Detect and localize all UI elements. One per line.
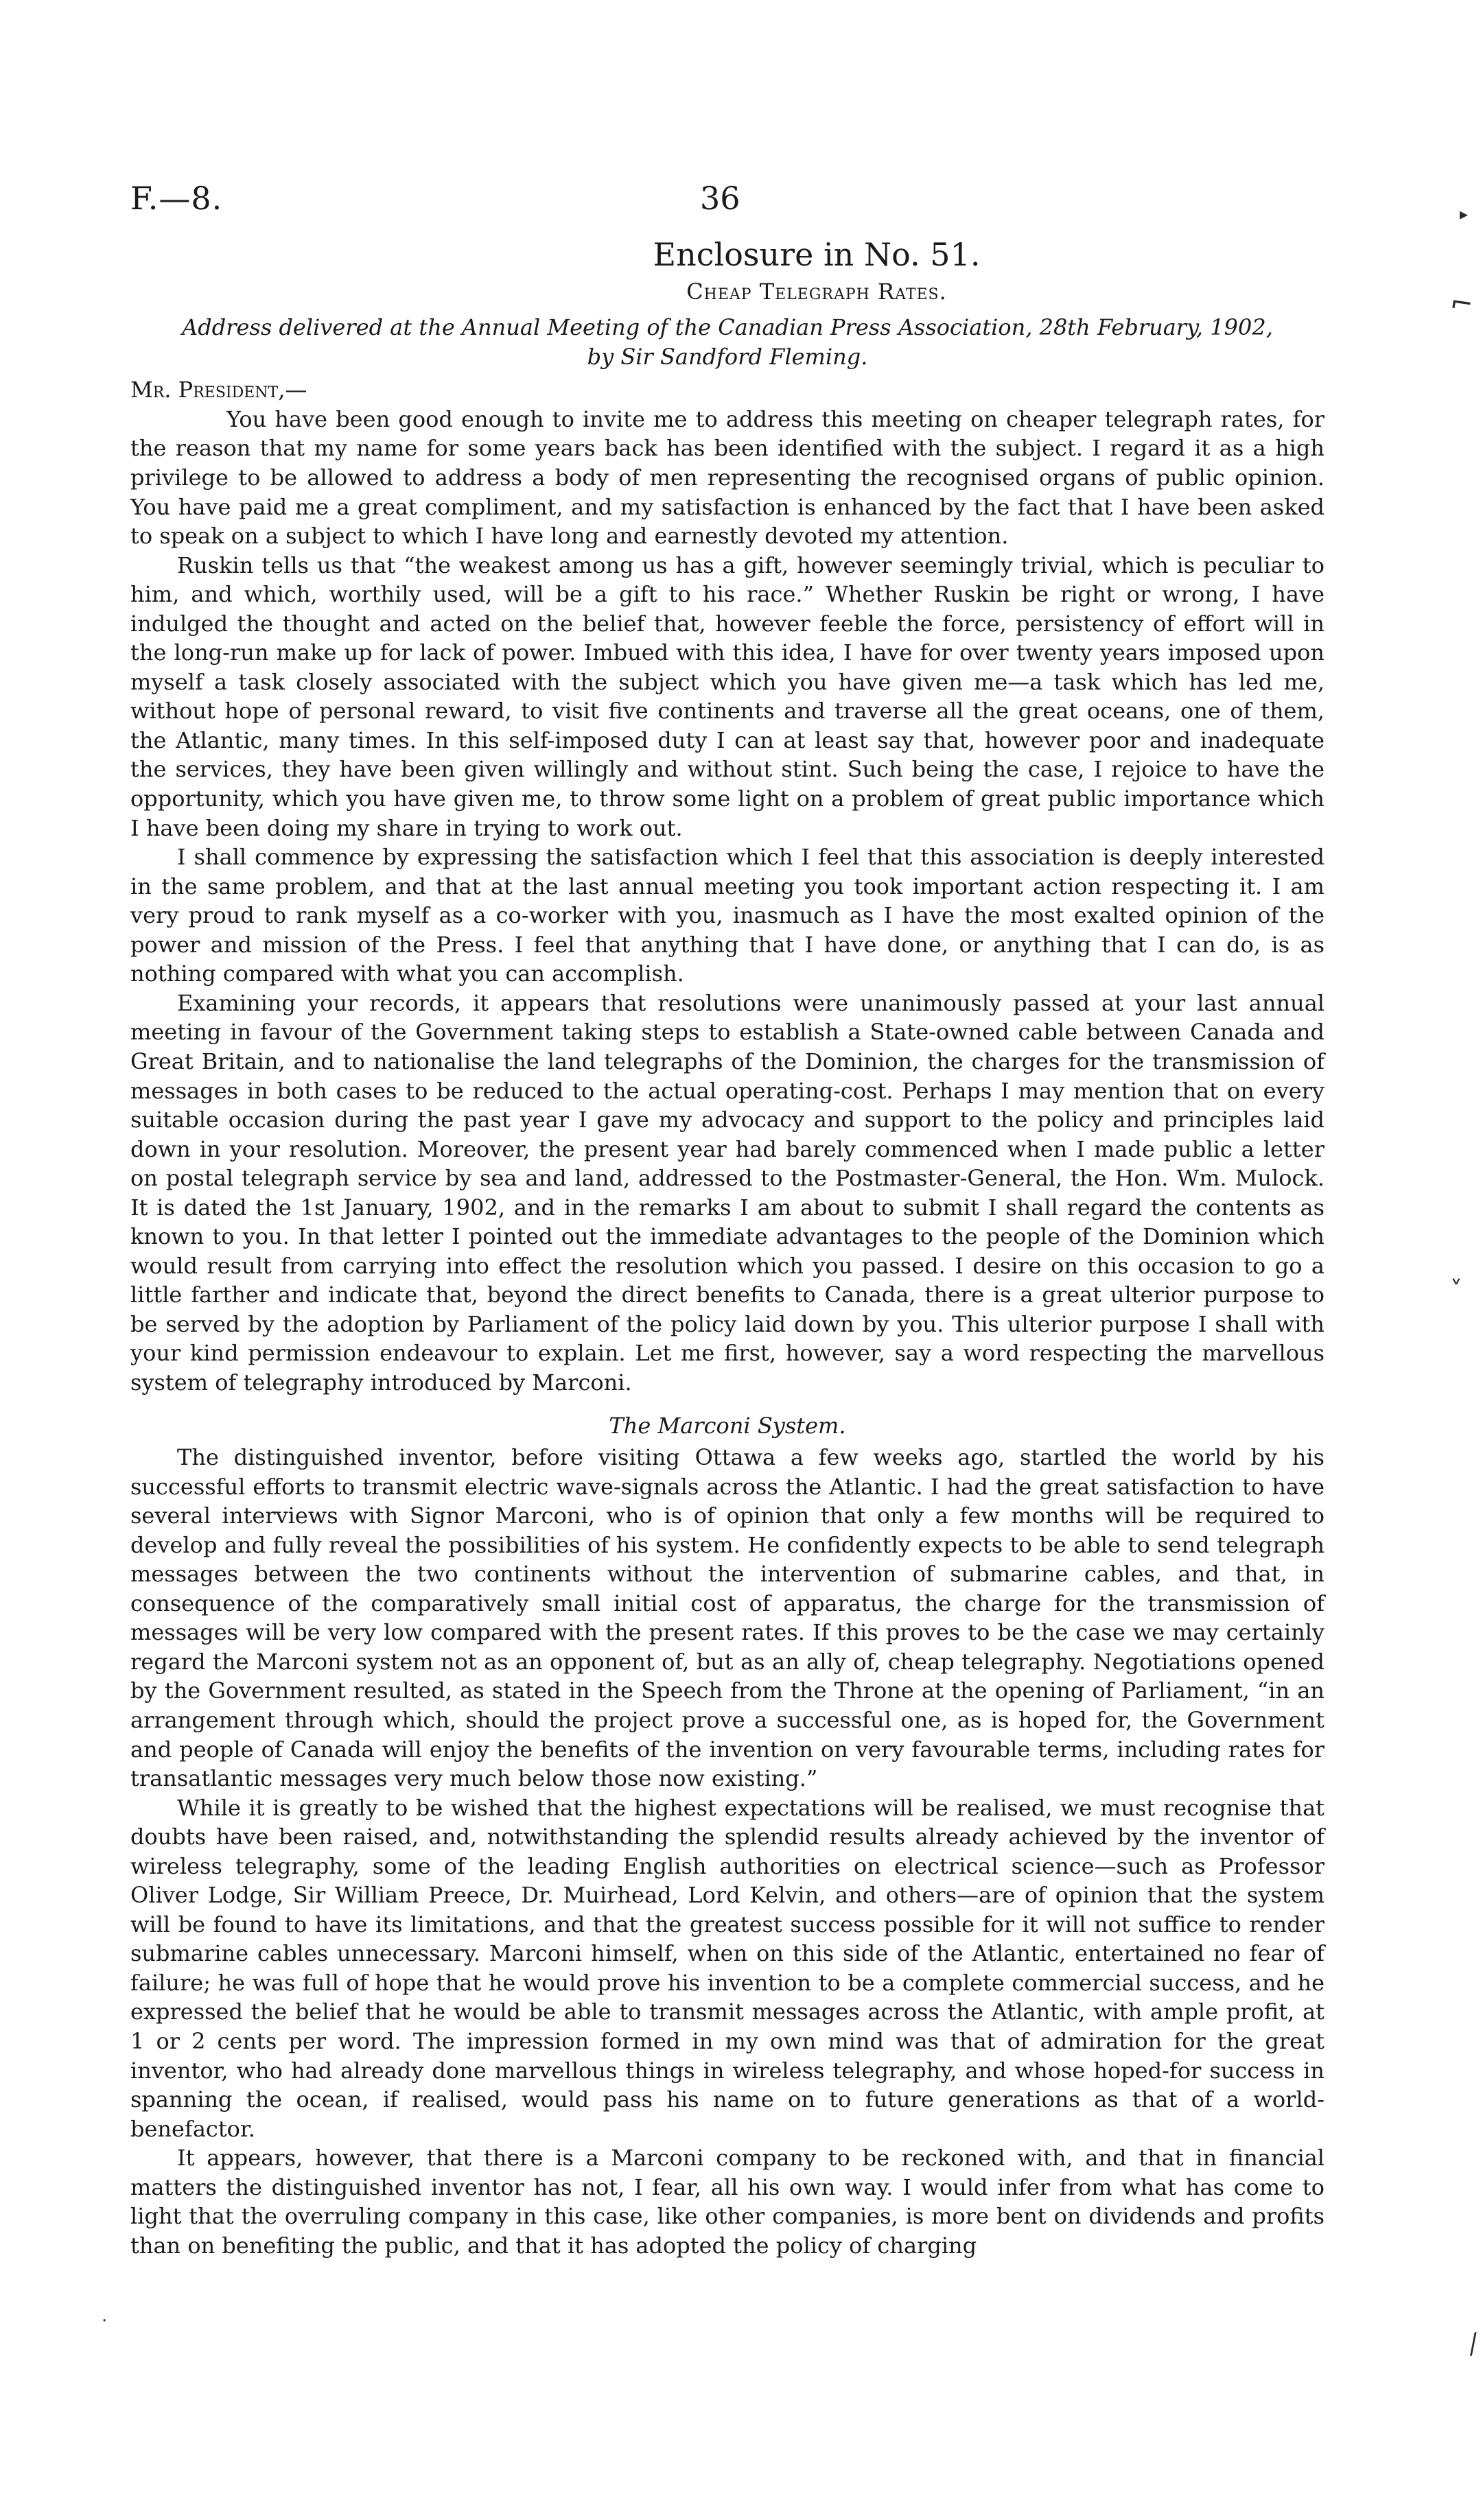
section-paragraph: The distinguished inventor, before visiting Ottawa a few weeks ago, startled the world by his successful efforts to transmit electric wave-signals across the Atlantic. I had the great satisfaction to have several interviews with Signor Marconi, who is of opinion that only a few months will be required to develop and fully reveal the possibilities of his system. He confidently expects to be able to send telegraph messages between the two continents without the intervention of submarine cables, and that, in consequence of the comparatively small initial cost of apparatus, the charge for the transmission of messages will be very low compared with the present rates. If this proves to be the case we may certainly regard the Marconi system not as an opponent of, but as an ally of, cheap telegraphy. Negotiations opened by the Government resulted, as stated in the Speech from the Throne at the opening of Parliament, “in an arrangement through which, should the project prove a successful one, as is hoped for, the Government and people of Canada will enjoy the benefits of the invention on very favourable terms, including rates for transatlantic messages very much below those now existing.” [130, 1444, 1324, 1792]
paragraph: Examining your records, it appears that resolutions were unanimously passed at your last annual meeting in favour of the Government taking steps to establish a State-owned cable between Canada and Great Britain, and to nationalise the land telegraphs of the Dominion, the charges for the transmission of messages in both cases to be reduced to the actual operating-cost. Perhaps I may mention that on every suitable occasion during the past year I gave my advocacy and support to the policy and principles laid down in your resolution. Moreover, the present year had barely commenced when I made public a letter on postal telegraph service by sea and land, addressed to the Postmaster-General, the Hon. Wm. Mulock. It is dated the 1st January, 1902, and in the remarks I am about to submit I shall regard the contents as known to you. In that letter I pointed out the immediate advantages to the people of the Dominion which would result from carrying into effect the resolution which you passed. I desire on this occasion to go a little farther and indicate that, beyond the direct benefits to Canada, there is a great ulterior purpose to be served by the adoption by Parliament of the policy laid down by you. This ulterior purpose I shall with your kind permission endeavour to explain. Let me first, however, say a word respecting the marvellous system of telegraphy introduced by Marconi. [130, 989, 1324, 1396]
section-paragraph: While it is greatly to be wished that the highest expectations will be realised, we must recognise that doubts have been raised, and, notwithstanding the splendid results already achieved by the inventor of wireless telegraphy, some of the leading English authorities on electrical science—such as Professor Oliver Lodge, Sir William Preece, Dr. Muirhead, Lord Kelvin, and others—are of opinion that the system will be found to have its limitations, and that the greatest success possible for it will not suffice to render submarine cables unnecessary. Marconi himself, when on this side of the Atlantic, entertained no fear of failure; he was full of hope that he would prove his invention to be a complete commercial success, and he expressed the belief that he would be able to transmit messages across the Atlantic, with ample profit, at 1 or 2 cents per word. The impression formed in my own mind was that of admiration for the great inventor, who had already done marvellous things in wireless telegraphy, and whose hoped-for success in spanning the ocean, if realised, would pass his name on to future generations as that of a world-benefactor. [130, 1794, 1324, 2142]
section-paragraph: It appears, however, that there is a Marconi company to be reckoned with, and that in financial matters the distinguished inventor has not, I fear, all his own way. I would infer from what has come to light that the overruling company in this case, like other companies, is more bent on dividends and profits than on benefiting the public, and that it has adopted the policy of charging [130, 2145, 1324, 2259]
scan-mark-icon: ▸ [1459, 204, 1468, 224]
salutation: Mr. President,— [130, 377, 307, 403]
enclosure-title: Enclosure in No. 51. [653, 236, 981, 273]
address-note [130, 313, 1324, 371]
subject-heading: Cheap Telegraph Rates. [686, 278, 947, 305]
address-note-line1: Address delivered at the Annual Meeting of the Canadian Press Association, 28th February, 1902, [182, 314, 1273, 341]
paragraph: Ruskin tells us that “the weakest among us has a gift, however seemingly trivial, which is peculiar to him, and which, worthily used, will be a gift to his race.” Whether Ruskin be right or wrong, I have indulged the thought and acted on the belief that, however feeble the force, persistency of effort will in the long-run make up for lack of power. Imbued with this idea, I have for over twenty years imposed upon myself a task closely associated with the subject which you have given me—a task which has led me, without hope of personal reward, to visit five continents and traverse all the great oceans, one of them, the Atlantic, many times. In this self-imposed duty I can at least say that, however poor and inadequate the services, they have been given willingly and without stint. Such being the case, I rejoice to have the opportunity, which you have given me, to throw some light on a problem of great public importance which I have been doing my share in trying to work out. [130, 552, 1324, 841]
paragraph: You have been good enough to invite me to address this meeting on cheaper telegraph rates, for the reason that my name for some years back has been identified with the subject. I regard it as a high privilege to be allowed to address a body of men representing the recognised organs of public opinion. You have paid me a great compliment, and my satisfaction is enhanced by the fact that I have been asked to speak on a subject to which I have long and earnestly devoted my attention. [130, 405, 1324, 550]
scan-mark-icon: ⌐ [1448, 286, 1476, 322]
scan-mark-icon: · [102, 2311, 108, 2331]
document-body [130, 237, 1324, 2260]
address-note-line2: by Sir Sandford Fleming. [587, 343, 868, 370]
scan-mark-icon: ˅ [1450, 1276, 1462, 1304]
page-reference: F.—8. [130, 180, 223, 217]
page-number: 36 [700, 180, 740, 217]
section-heading: The Marconi System. [609, 1412, 846, 1439]
paragraph: I shall commence by expressing the satisfaction which I feel that this association is deeply interested in the same problem, and that at the last annual meeting you took important action respecting it. I am very proud to rank myself as a co-worker with you, inasmuch as I have the most exalted opinion of the power and mission of the Press. I feel that anything that I have done, or anything that I can do, is as nothing compared with what you can accomplish. [130, 844, 1324, 987]
scan-mark-icon: ⁄ [1466, 2329, 1482, 2361]
